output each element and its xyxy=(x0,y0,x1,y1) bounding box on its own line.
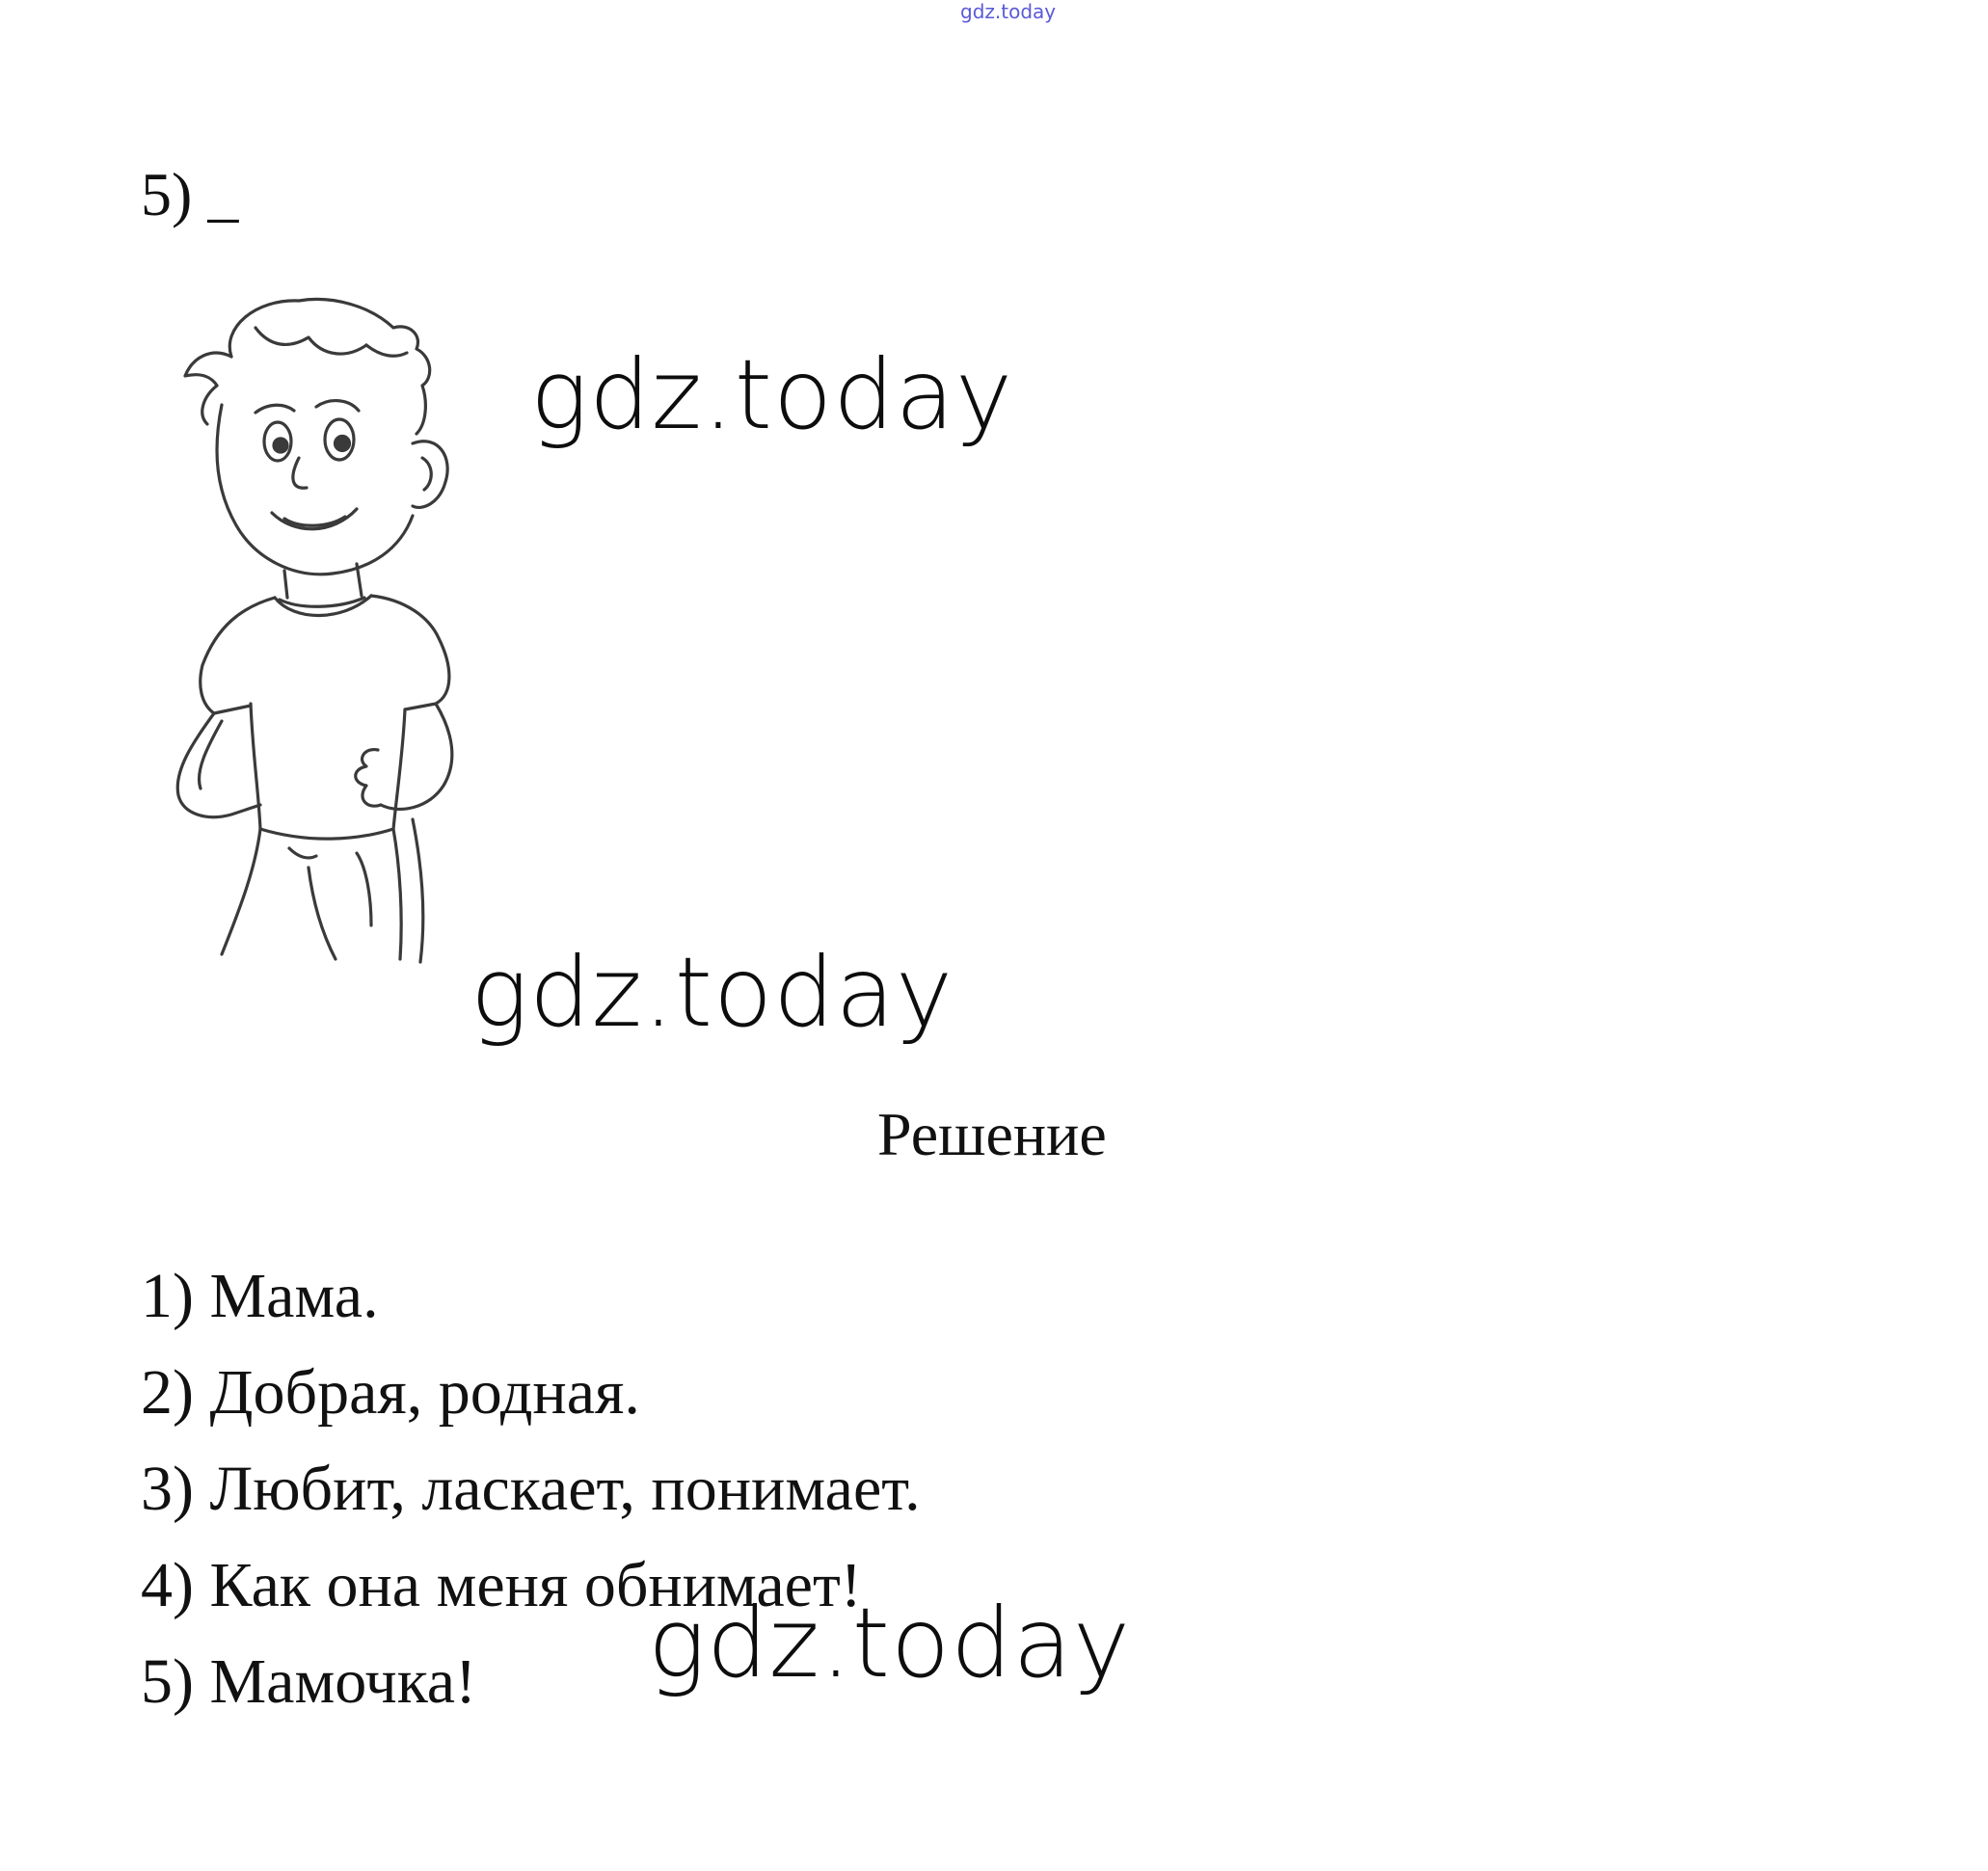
boy-illustration xyxy=(164,289,588,964)
watermark-1: gdz.today xyxy=(530,338,1014,451)
watermark-2: gdz.today xyxy=(470,936,954,1049)
answer-2: 2) Добрая, родная. xyxy=(141,1357,640,1428)
answer-1: 1) Мама. xyxy=(141,1261,379,1331)
answer-3: 3) Любит, ласкает, понимает. xyxy=(141,1454,921,1524)
answer-5: 5) Мамочка! xyxy=(141,1646,477,1717)
top-watermark: gdz.today xyxy=(960,0,1057,23)
task-item-label: 5) _ xyxy=(141,160,239,228)
watermark-3: gdz.today xyxy=(648,1587,1132,1699)
answer-4: 4) Как она меня обнимает! xyxy=(141,1550,862,1620)
solution-title: Решение xyxy=(877,1100,1107,1168)
